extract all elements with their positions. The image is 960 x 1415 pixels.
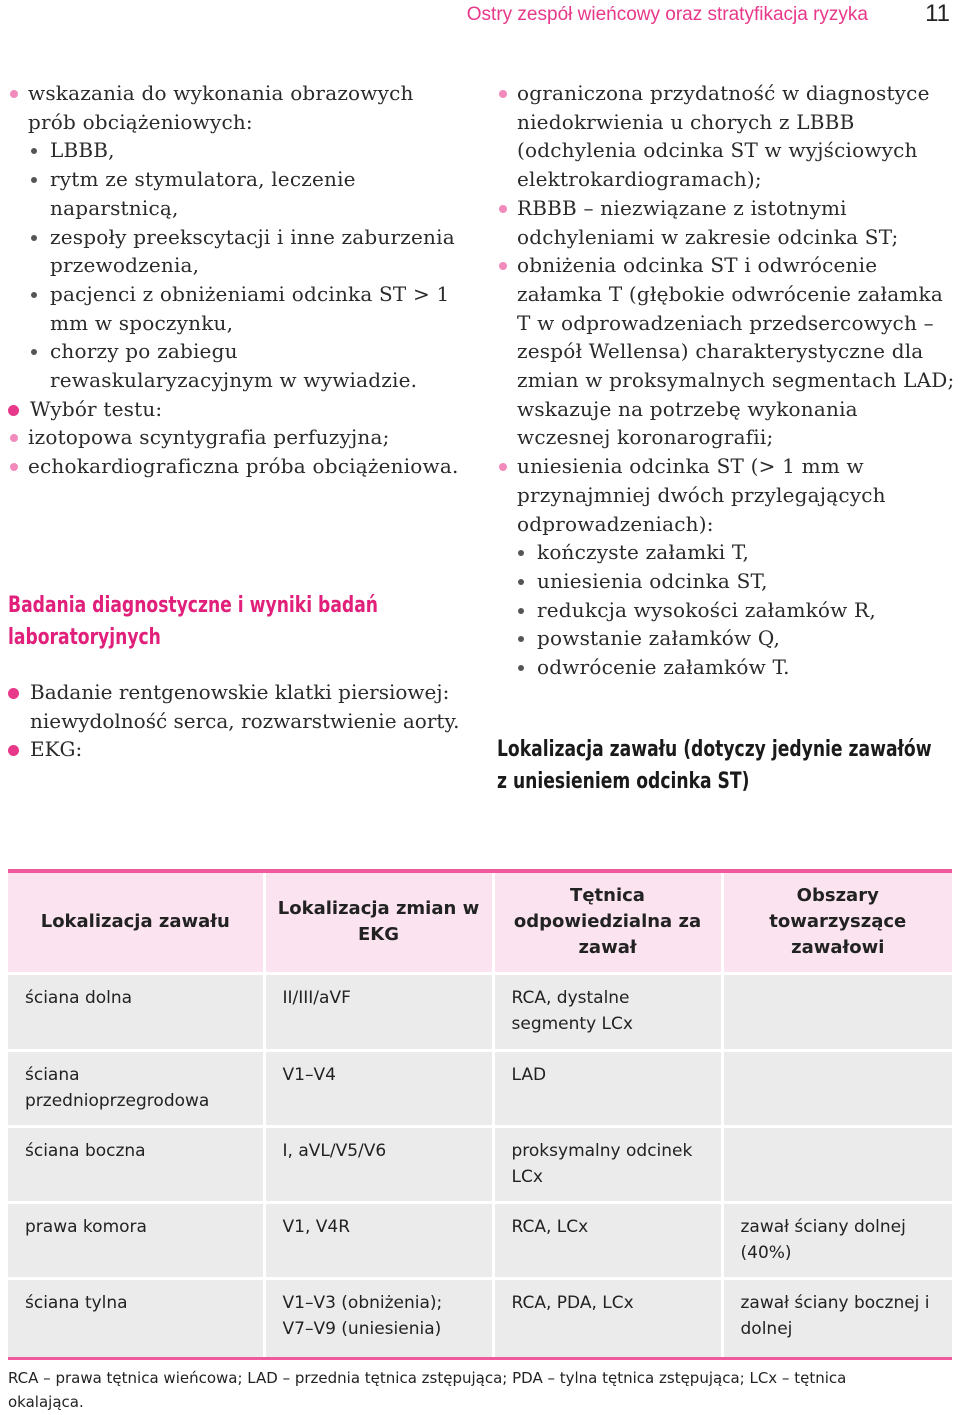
table-cell: V1–V4 xyxy=(264,1050,493,1126)
list-item: echokardiograficzna próba obciążeniowa. xyxy=(8,452,466,481)
list-item: Badanie rentgenowskie klatki piersiowej: niewydolność serca, rozwarstwienie aorty. xyxy=(8,678,466,735)
table-row xyxy=(8,1278,952,1358)
list-item-text: wskazania do wykonania obrazowych prób obciążeniowych: xyxy=(28,81,414,134)
list-item: kończyste załamki T, xyxy=(517,538,955,567)
table-cell: RCA, PDA, LCx xyxy=(493,1278,722,1358)
running-title: Ostry zespół wieńcowy oraz stratyfikacja ryzyka xyxy=(466,4,868,25)
list-item: EKG: xyxy=(8,735,466,764)
list-item: obniżenia odcinka ST i odwrócenie załamka T (głębokie odwrócenie załamka T w odprowadzeniach przedsercowych – zespół Wellensa) charakterystyczne dla zmian w proksymalnych segmentach LAD; wskazuje na potrzebę wykonania wczesnej koronarografii; xyxy=(497,251,955,452)
list-item: rytm ze stymulatora, leczenie naparstnicą, xyxy=(30,165,466,222)
diagnostics-list xyxy=(8,678,466,764)
list-item: powstanie załamków Q, xyxy=(517,624,955,653)
list-item: izotopowa scyntygrafia perfuzyjna; xyxy=(8,423,466,452)
table-cell: LAD xyxy=(493,1050,722,1126)
table-cell xyxy=(722,1050,952,1126)
table-cell xyxy=(722,1126,952,1202)
infarct-localization-table xyxy=(8,869,952,1360)
list-item: LBBB, xyxy=(30,136,466,165)
indications-sublist xyxy=(30,136,466,394)
table-header-row xyxy=(8,871,952,973)
list-item: uniesienia odcinka ST (> 1 mm w przynajmniej dwóch przylegających odprowadzeniach): xyxy=(497,452,955,538)
table-cell: V1–V3 (obniżenia); V7–V9 (uniesienia) xyxy=(264,1278,493,1358)
table-cell: V1, V4R xyxy=(264,1202,493,1278)
list-item: chorzy po zabiegu rewaskularyzacyjnym w wywiadzie. xyxy=(30,337,466,394)
table-cell: zawał ściany dolnej (40%) xyxy=(722,1202,952,1278)
heading-text: Badania diagnostyczne i wyniki badań laboratoryjnych xyxy=(8,593,379,650)
left-column xyxy=(8,79,466,481)
table-cell: ściana dolna xyxy=(8,973,264,1050)
column-header: Obszary towarzyszące zawałowi xyxy=(722,871,952,973)
test-choice-list xyxy=(8,395,466,424)
table-cell: RCA, LCx xyxy=(493,1202,722,1278)
list-item: ograniczona przydatność w diagnostyce niedokrwienia u chorych z LBBB (odchylenia odcinka ST w wyjściowych elektrokardiogramach); xyxy=(497,79,955,194)
table-cell: I, aVL/V5/V6 xyxy=(264,1126,493,1202)
list-item: pacjenci z obniżeniami odcinka ST > 1 mm w spoczynku, xyxy=(30,280,466,337)
table-cell: II/III/aVF xyxy=(264,973,493,1050)
column-header: Lokalizacja zawału xyxy=(8,871,264,973)
section-heading-diagnostics xyxy=(8,590,429,654)
st-elevation-sublist xyxy=(517,538,955,682)
list-item: Wybór testu: xyxy=(8,395,466,424)
table-footnote: RCA – prawa tętnica wieńcowa; LAD – przednia tętnica zstępująca; PDA – tylna tętnica zstępująca; LCx – tętnica okalająca. xyxy=(8,1369,847,1411)
table-row xyxy=(8,1126,952,1202)
ekg-findings-list xyxy=(497,79,955,538)
test-choice-sublist xyxy=(8,423,466,480)
column-header: Lokalizacja zmian w EKG xyxy=(264,871,493,973)
table-row xyxy=(8,973,952,1050)
table-cell xyxy=(722,973,952,1050)
indications-list xyxy=(8,79,466,136)
page-number: 11 xyxy=(925,0,950,27)
list-item: RBBB – niezwiązane z istotnymi odchyleniami w zakresie odcinka ST; xyxy=(497,194,955,251)
table-cell: RCA, dystalne segmenty LCx xyxy=(493,973,722,1050)
list-item xyxy=(8,79,466,136)
table-cell: zawał ściany bocznej i dolnej xyxy=(722,1278,952,1358)
table-row xyxy=(8,1050,952,1126)
table-row xyxy=(8,1202,952,1278)
table-cell: proksymalny odcinek LCx xyxy=(493,1126,722,1202)
table-cell: ściana przednioprzegrodowa xyxy=(8,1050,264,1126)
column-header: Tętnica odpowiedzialna za zawał xyxy=(493,871,722,973)
table-cell: prawa komora xyxy=(8,1202,264,1278)
list-item: zespoły preekscytacji i inne zaburzenia przewodzenia, xyxy=(30,223,466,280)
table-cell: ściana tylna xyxy=(8,1278,264,1358)
table-cell: ściana boczna xyxy=(8,1126,264,1202)
heading-text: Lokalizacja zawału (dotyczy jedynie zawałów z uniesieniem odcinka ST) xyxy=(497,737,932,794)
section-heading-localization xyxy=(497,734,934,798)
right-column xyxy=(497,79,955,682)
list-item: uniesienia odcinka ST, xyxy=(517,567,955,596)
list-item: redukcja wysokości załamków R, xyxy=(517,596,955,625)
list-item: odwrócenie załamków T. xyxy=(517,653,955,682)
